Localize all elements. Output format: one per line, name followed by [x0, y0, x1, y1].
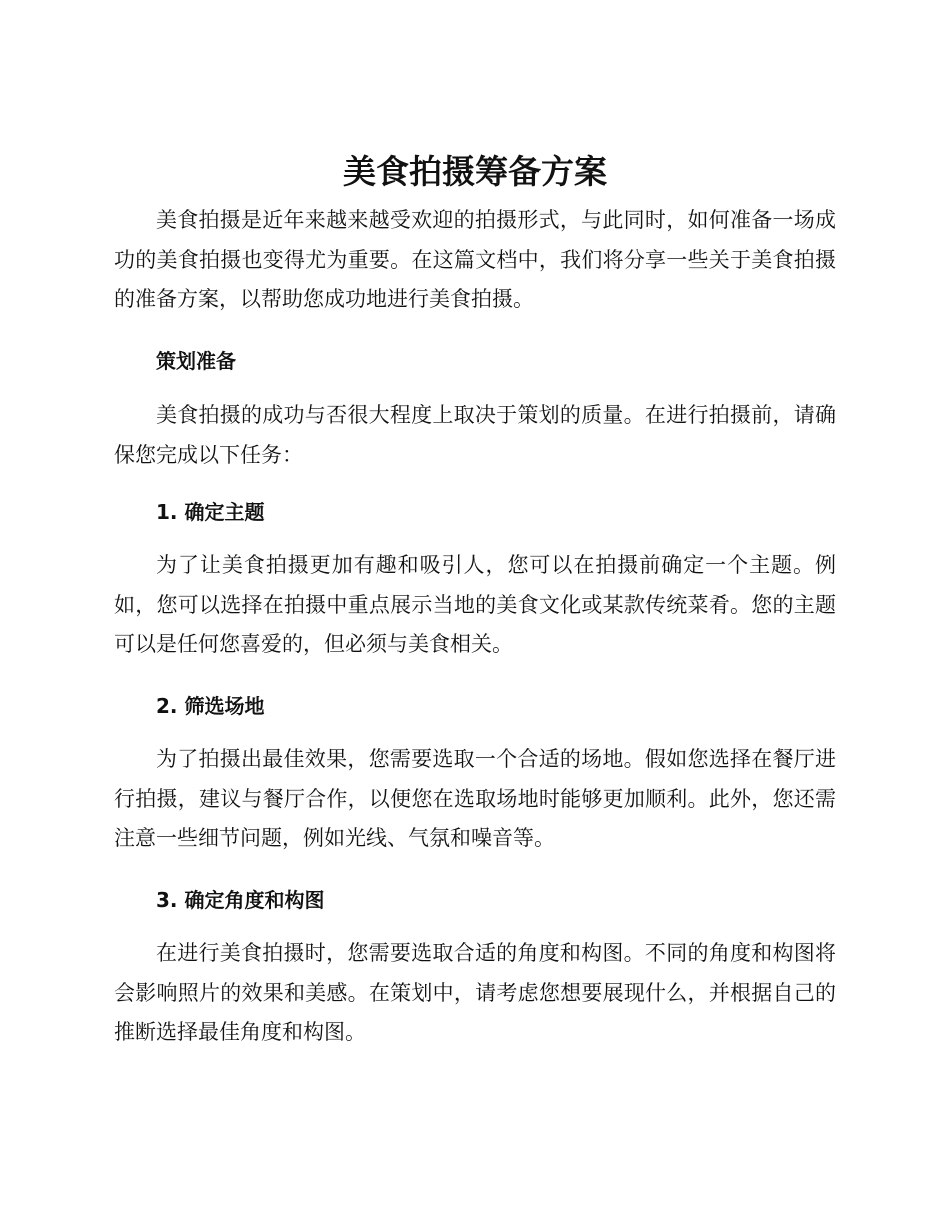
section-intro-paragraph: 美食拍摄的成功与否很大程度上取决于策划的质量。在进行拍摄前，请确保您完成以下任务：	[114, 403, 836, 467]
item-body-venue: 为了拍摄出最佳效果，您需要选取一个合适的场地。假如您选择在餐厅进行拍摄，建议与餐厅合作，以便您在选取场地时能够更加顺利。此外，您还需注意一些细节问题，例如光线、气氛和噪音等。	[114, 747, 836, 850]
section-heading: 策划准备	[156, 349, 236, 373]
item-heading-venue: 2. 筛选场地	[156, 694, 265, 718]
intro-paragraph: 美食拍摄是近年来越来越受欢迎的拍摄形式，与此同时，如何准备一场成功的美食拍摄也变得尤为重要。在这篇文档中，我们将分享一些关于美食拍摄的准备方案，以帮助您成功地进行美食拍摄。	[114, 208, 836, 311]
document-title: 美食拍摄筹备方案	[343, 152, 607, 191]
item-heading-theme: 1. 确定主题	[156, 500, 265, 524]
item-body-angle: 在进行美食拍摄时，您需要选取合适的角度和构图。不同的角度和构图将会影响照片的效果和美感。在策划中，请考虑您想要展现什么，并根据自己的推断选择最佳角度和构图。	[114, 941, 836, 1044]
item-body-theme: 为了让美食拍摄更加有趣和吸引人，您可以在拍摄前确定一个主题。例如，您可以选择在拍摄中重点展示当地的美食文化或某款传统菜肴。您的主题可以是任何您喜爱的，但必须与美食相关。	[114, 553, 836, 656]
item-heading-angle: 3. 确定角度和构图	[156, 888, 325, 912]
